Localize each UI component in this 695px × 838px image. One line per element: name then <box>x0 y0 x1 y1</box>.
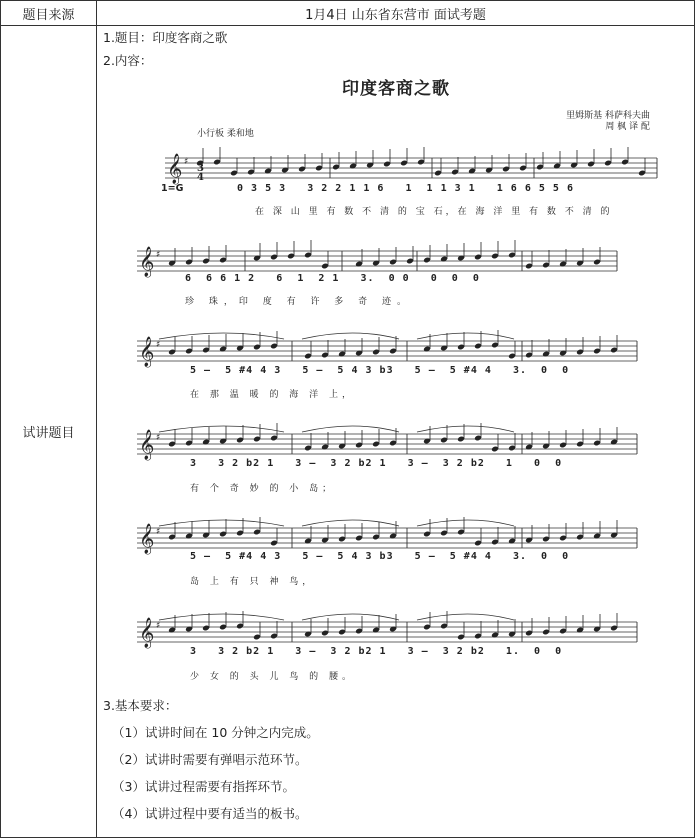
slur-arc <box>417 520 514 526</box>
lyrics-line-5: 岛 上 有 只 神 鸟， <box>190 577 316 587</box>
slur-arc <box>417 333 514 339</box>
jianpu-line-4: 3 3 2 b2 1 3 — 3 2 b2 1 3 — 3 2 b2 1 0 0 <box>190 458 563 469</box>
key-sharp-icon: ♯ <box>184 157 189 167</box>
jianpu-line-6: 3 3 2 b2 1 3 — 3 2 b2 1 3 — 3 2 b2 1. 0 0 <box>190 646 563 657</box>
content-area <box>97 26 694 837</box>
slur-arc <box>159 520 284 526</box>
treble-clef-icon: 𝄞 <box>139 618 155 648</box>
requirement-3: （3）试讲过程需要有指挥环节。 <box>112 779 295 794</box>
item-requirements-label: 3.基本要求： <box>103 698 178 713</box>
topic-content <box>97 26 695 838</box>
jianpu-line-2: 6 6 6 1 2 6 1 2 1 3. 0 0 0 0 0 <box>185 273 480 284</box>
requirement-4: （4）试讲过程中要有适当的板书。 <box>112 806 308 821</box>
key-signature-label: 1=G <box>161 183 184 194</box>
slur-arc <box>302 520 399 526</box>
composer-credit: 里姆斯基 科萨科夫曲 <box>566 111 650 121</box>
slur-arc <box>302 614 399 620</box>
treble-clef-icon: 𝄞 <box>167 154 183 184</box>
item-content-label: 2.内容： <box>103 53 153 68</box>
arranger-credit: 周 枫 译 配 <box>605 122 650 132</box>
slur-arc <box>302 333 399 339</box>
slur-arc <box>417 614 514 620</box>
slur-arc <box>159 333 284 339</box>
lyrics-line-2: 珍 珠，印 度 有 许 多 奇 迹。 <box>185 297 413 307</box>
source-title: 1月4日 山东省东营市 面试考题 <box>97 1 695 26</box>
treble-clef-icon: 𝄞 <box>139 247 155 277</box>
requirement-2: （2）试讲时需要有弹唱示范环节。 <box>112 752 308 767</box>
jianpu-line-3: 5 — 5 #4 4 3 5 — 5 4 3 b3 5 — 5 #4 4 3. 0 0 <box>190 365 570 376</box>
source-label: 题目来源 <box>1 1 97 26</box>
lyrics-line-6: 少 女 的 头 儿 鸟 的 腰。 <box>190 672 356 682</box>
item-title: 1.题目：印度客商之歌 <box>103 30 228 45</box>
key-sharp-icon: ♯ <box>156 340 161 350</box>
topic-label: 试讲题目 <box>1 26 97 838</box>
slur-arc <box>159 614 284 620</box>
treble-clef-icon: 𝄞 <box>139 524 155 554</box>
key-sharp-icon: ♯ <box>156 250 161 260</box>
jianpu-line-1: 0 3 5 3 3 2 2 1 1 6 1 1 1 3 1 1 6 6 5 5 6 <box>237 183 574 194</box>
treble-clef-icon: 𝄞 <box>139 430 155 460</box>
lyrics-line-4: 有 个 奇 妙 的 小 岛； <box>190 484 336 494</box>
treble-clef-icon: 𝄞 <box>139 337 155 367</box>
lyrics-line-3: 在 那 温 暖 的 海 洋 上， <box>190 390 356 400</box>
time-signature: 3 <box>197 163 204 174</box>
key-sharp-icon: ♯ <box>156 433 161 443</box>
song-title: 印度客商之歌 <box>342 79 450 99</box>
slur-arc <box>417 426 514 432</box>
key-sharp-icon: ♯ <box>156 621 161 631</box>
tempo-marking: 小行板 柔和地 <box>197 129 254 139</box>
key-sharp-icon: ♯ <box>156 527 161 537</box>
requirement-1: （1）试讲时间在 10 分钟之内完成。 <box>112 725 319 740</box>
jianpu-line-5: 5 — 5 #4 4 3 5 — 5 4 3 b3 5 — 5 #4 4 3. 0 0 <box>190 551 570 562</box>
slur-arc <box>302 426 399 432</box>
time-signature: 4 <box>197 172 204 183</box>
lyrics-line-1: 在 深 山 里 有 数 不 清 的 宝 石，在 海 洋 里 有 数 不 清 的 <box>255 207 613 217</box>
slur-arc <box>159 426 284 432</box>
